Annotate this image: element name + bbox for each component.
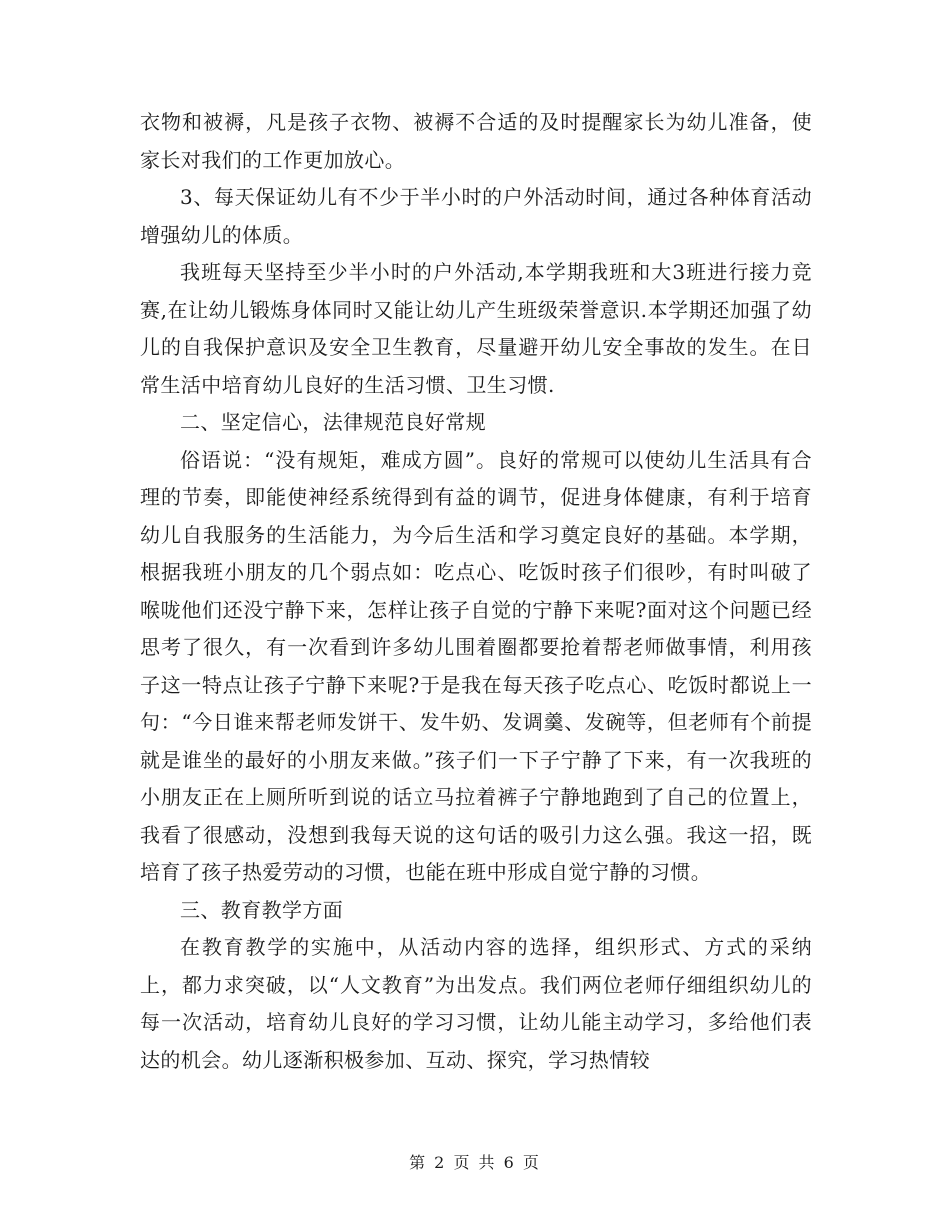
paragraph-1: 衣物和被褥，凡是孩子衣物、被褥不合适的及时提醒家长为幼儿准备，使家长对我们的工作更加放心。 bbox=[140, 110, 812, 172]
section-heading-3: 三、教育教学方面 bbox=[180, 897, 344, 922]
page-footer: 第 2 页 共 6 页 bbox=[409, 1153, 541, 1172]
paragraph-4: 俗语说：“没有规矩，难成方圆”。良好的常规可以使幼儿生活具有合理的节奏，即能使神经系统得到有益的调节，促进身体健康，有利于培育幼儿自我服务的生活能力，为今后生活和学习奠定良好的基础。本学期，根据我班小朋友的几个弱点如：吃点心、吃饭时孩子们很吵，有时叫破了喉咙他们还没宁静下来，怎样让孩子自觉的宁静下来呢?面对这个问题已经思考了很久，有一次看到许多幼儿围着圈都要抢着帮老师做事情，利用孩子这一特点让孩子宁静下来呢?于是我在每天孩子吃点心、吃饭时都说上一句：“今日谁来帮老师发饼干、发牛奶、发调羹、发碗等，但老师有个前提就是谁坐的最好的小朋友来做。”孩子们一下子宁静了下来，有一次我班的小朋友正在上厕所听到说的话立马拉着裤子宁静地跑到了自己的位置上，我看了很感动，没想到我每天说的这句话的吸引力这么强。我这一招，既培育了孩子热爱劳动的习惯，也能在班中形成自觉宁静的习惯。 bbox=[140, 447, 812, 884]
paragraph-5: 在教育教学的实施中，从活动内容的选择，组织形式、方式的采纳上，都力求突破，以“人文教育”为出发点。我们两位老师仔细组织幼儿的每一次活动，培育幼儿良好的学习习惯，让幼儿能主动学习，多给他们表达的机会。幼儿逐渐积极参加、互动、探究，学习热情较 bbox=[140, 935, 812, 1072]
paragraph-3: 我班每天坚持至少半小时的户外活动,本学期我班和大3班进行接力竞赛,在让幼儿锻炼身体同时又能让幼儿产生班级荣誉意识.本学期还加强了幼儿的自我保护意识及安全卫生教育，尽量避开幼儿安全事故的发生。在日常生活中培育幼儿良好的生活习惯、卫生习惯. bbox=[140, 260, 812, 397]
section-heading-2: 二、坚定信心，法律规范良好常规 bbox=[180, 410, 486, 434]
document-body bbox=[140, 104, 812, 1079]
paragraph-2: 3、每天保证幼儿有不少于半小时的户外活动时间，通过各种体育活动增强幼儿的体质。 bbox=[140, 185, 812, 247]
